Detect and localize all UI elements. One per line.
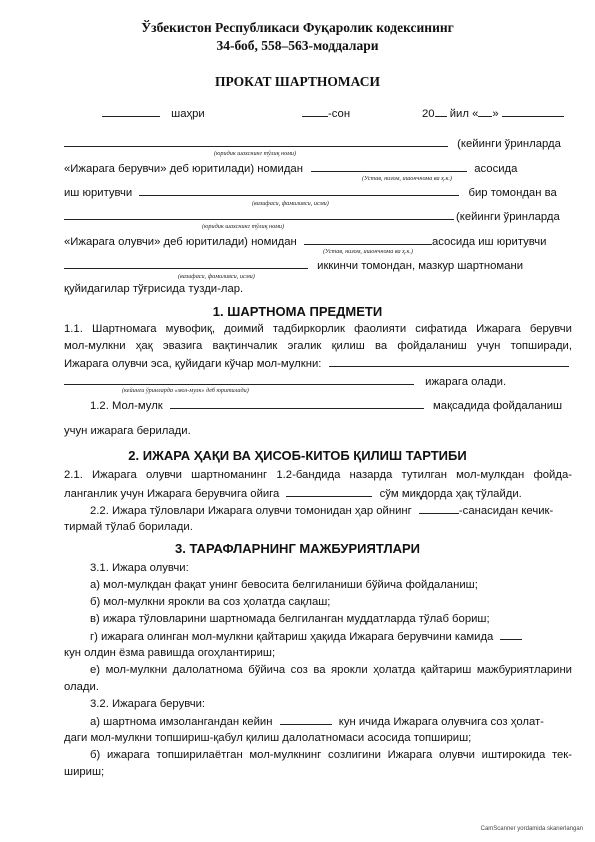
hint-lessor-name: (юридик шахснинг тўлиқ номи) [214, 150, 297, 157]
blank-lessee-rep[interactable] [64, 258, 308, 269]
section-3-2-a-l1: а) шартнома имзолангандан кейин кун ичида Ижарага олувчига соз ҳолат- [90, 716, 544, 728]
header-line-2: 34-боб, 558–563-моддалари [216, 38, 379, 53]
hint-lessor-basis: (Устав, низом, ишончнома ва ҳ.к.) [362, 175, 452, 182]
section-3-2-b-l1: б) ижарага топширилаётган мол-мулкнинг созлигини Ижарага олувчи иштирокида тек- [90, 749, 572, 761]
parties-line-6: иккинчи томондан, мазкур шартномани [64, 258, 523, 273]
section-3-1-e-l2: олади. [64, 681, 99, 693]
parties-line-3: иш юритувчи бир томондан ва [64, 187, 557, 199]
section-3-1-heading: 3.1. Ижара олувчи: [90, 562, 189, 574]
section-2-p1-l1: 2.1. Ижарага олувчи шартноманинг 1.2-бандида назарда тутилган мол-мулкдан фойда- [64, 469, 572, 481]
section-1-p2-l1: 1.2. Мол-мулк мақсадида фойдаланиш [90, 400, 563, 412]
dateline-number: -сон [302, 106, 350, 121]
header-line-1: Ўзбекистон Республикаси Фуқаролик кодексининг [141, 20, 454, 35]
section-1-p1-l2: мол-мулкни ҳақ эвазига вақтинчалик эгалик қилиш ва фойдаланиш учун топширади, [64, 340, 572, 352]
blank-notice-days[interactable] [500, 629, 522, 640]
blank-day[interactable] [478, 106, 492, 117]
blank-purpose[interactable] [170, 398, 424, 409]
section-3-title: 3. ТАРАФЛАРНИНГ МАЖБУРИЯТЛАРИ [174, 541, 420, 556]
section-3-1-g-l1: г) ижарага олинган мол-мулкни қайтариш ҳақида Ижарага берувчини камида [90, 629, 522, 644]
hint-lessee-name: (юридик шахснинг тўлиқ номи) [202, 223, 285, 230]
section-3-2-a-l2: даги мол-мулкни топшириш-қабул қилиш далолатномаси асосида топшириш; [64, 732, 472, 744]
parties-line-5: «Ижарага олувчи» деб юритилади) номидан асосида иш юритувчи [64, 236, 547, 248]
section-2-p1-l2: ланганлик учун Ижарага берувчига ойига сўм миқдорда ҳақ тўлайди. [64, 488, 522, 500]
hint-property: (кейинги ўринларда «мол-мулк» деб юритилади) [122, 387, 249, 394]
section-3-2-heading: 3.2. Ижарага берувчи: [90, 698, 206, 710]
blank-pay-day[interactable] [419, 503, 459, 514]
hint-lessee-rep: (вазифаси, фамилияси, исми) [178, 273, 255, 280]
parties-line-1: (кейинги ўринларда [64, 136, 561, 151]
dateline-date: 20 йил « » [422, 106, 564, 121]
blank-lessor-basis[interactable] [311, 161, 467, 172]
document-title: ПРОКАТ ШАРТНОМАСИ [215, 74, 380, 89]
blank-lessor-name[interactable] [64, 136, 448, 147]
section-2-p2-l2: тирмай тўлаб борилади. [64, 521, 193, 533]
blank-property-desc-2[interactable] [64, 374, 414, 385]
section-1-title: 1. ШАРТНОМА ПРЕДМЕТИ [212, 304, 383, 319]
section-3-1-a: а) мол-мулкдан фақат унинг бевосита белгиланиши бўйича фойдаланиш; [90, 579, 478, 591]
blank-city[interactable] [102, 106, 160, 117]
section-2-p2-l1: 2.2. Ижара тўловлари Ижарага олувчи томонидан ҳар ойнинг -санасидан кечик- [90, 505, 554, 517]
blank-lessor-rep[interactable] [139, 185, 459, 196]
parties-line-4: (кейинги ўринларда [64, 209, 560, 224]
blank-lessee-name[interactable] [64, 209, 454, 220]
section-3-1-g-l2: кун олдин ёзма равишда огоҳлантириш; [64, 647, 276, 659]
section-2-title: 2. ИЖАРА ҲАҚИ ВА ҲИСОБ-КИТОБ ҚИЛИШ ТАРТИБИ [128, 448, 467, 463]
blank-lessee-basis[interactable] [304, 234, 432, 245]
blank-rent-amount[interactable] [286, 486, 372, 497]
hint-lessor-rep: (вазифаси, фамилияси, исми) [252, 200, 329, 207]
parties-line-7: қуйидагилар тўғрисида тузди-лар. [64, 283, 244, 295]
section-3-2-b-l2: шириш; [64, 766, 105, 778]
section-1-p1-l1: 1.1. Шартномага мувофиқ, доимий тадбиркорлик фаолияти сифатида Ижарага берувчи [64, 323, 572, 335]
section-1-p1-l4: ижарага олади. [64, 374, 506, 389]
blank-number[interactable] [302, 106, 328, 117]
section-1-p2-l2: учун ижарага берилади. [64, 425, 191, 437]
blank-year[interactable] [435, 106, 447, 117]
scanner-watermark: CamScanner yordamida skanerlangan [480, 826, 583, 832]
blank-month[interactable] [502, 106, 564, 117]
section-3-1-b: б) мол-мулкни ярокли ва соз ҳолатда сақлаш; [90, 596, 331, 608]
section-3-1-e-l1: е) мол-мулкни далолатнома бўйича соз ва ярокли ҳолатда қайтариш мажбуриятларини [90, 664, 572, 676]
section-3-1-v: в) ижара тўловларини шартномада белгиланган муддатларда тўлаб бориш; [90, 613, 490, 625]
parties-line-2: «Ижарага берувчи» деб юритилади) номидан асосида [64, 163, 518, 175]
blank-property-desc-1[interactable] [329, 356, 569, 367]
blank-handover-days[interactable] [280, 714, 332, 725]
section-1-p1-l3: Ижарага олувчи эса, қуйидаги кўчар мол-мулкни: [64, 356, 569, 371]
dateline-city: шаҳри [102, 106, 205, 121]
hint-lessee-basis: (Устав, низом, ишончнома ва ҳ.к.) [323, 248, 413, 255]
